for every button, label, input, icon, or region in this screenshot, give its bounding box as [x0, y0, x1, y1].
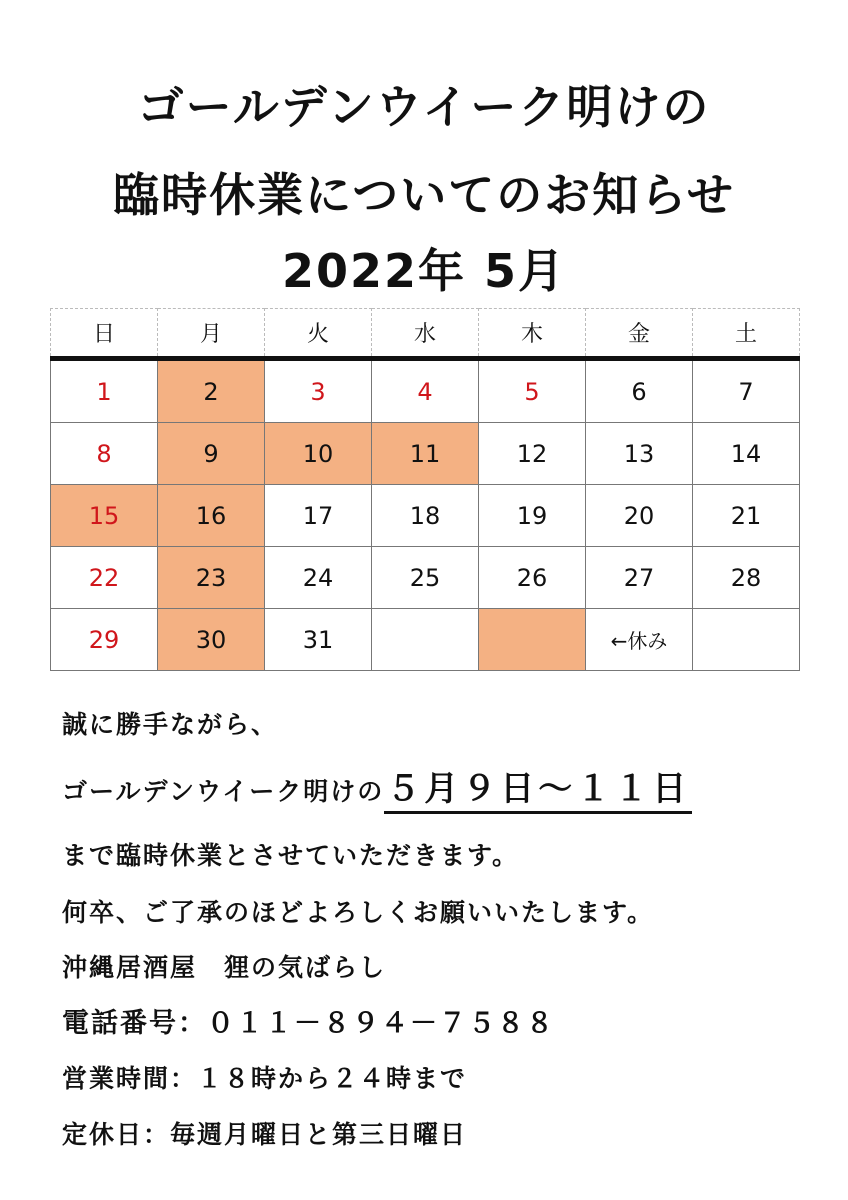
calendar-day-cell: 22	[51, 547, 158, 609]
calendar-day-cell: 17	[265, 485, 372, 547]
calendar-day-cell: 16	[158, 485, 265, 547]
shop-name: 沖縄居酒屋 狸の気ばらし	[62, 953, 387, 982]
calendar-day-cell: 27	[586, 547, 693, 609]
calendar-day-cell: 14	[693, 423, 800, 485]
calendar-day-cell: 31	[265, 609, 372, 671]
message-line3: まで臨時休業とさせていただきます。	[62, 841, 520, 870]
calendar-day-cell: 21	[693, 485, 800, 547]
calendar-day-cell: 28	[693, 547, 800, 609]
calendar-day-cell: 25	[372, 547, 479, 609]
shop-hours: 営業時間：１８時から２４時まで	[62, 1064, 468, 1093]
calendar-day-cell: 6	[586, 359, 693, 423]
calendar-day-cell: 24	[265, 547, 372, 609]
weekday-thu: 木	[479, 309, 586, 359]
calendar-day-cell: 1	[51, 359, 158, 423]
shop-regular-holiday: 定休日：毎週月曜日と第三日曜日	[62, 1120, 468, 1149]
calendar-day-cell	[372, 609, 479, 671]
calendar-day-cell: 23	[158, 547, 265, 609]
calendar-week-row	[51, 609, 800, 671]
calendar-day-cell: 3	[265, 359, 372, 423]
weekday-wed: 水	[372, 309, 479, 359]
calendar-week-row	[51, 359, 800, 423]
calendar-day-cell: 4	[372, 359, 479, 423]
calendar-day-cell: 9	[158, 423, 265, 485]
calendar-day-cell: 10	[265, 423, 372, 485]
calendar-day-cell	[693, 609, 800, 671]
calendar-day-cell: 15	[51, 485, 158, 547]
weekday-fri: 金	[586, 309, 693, 359]
notice-title-line1: ゴールデンウイーク明けの	[137, 80, 711, 134]
calendar-day-cell: 5	[479, 359, 586, 423]
closed-legend-note: ←休み	[586, 609, 693, 671]
message-line4: 何卒、ご了承のほどよろしくお願いいたします。	[62, 898, 655, 927]
calendar-day-cell: 20	[586, 485, 693, 547]
weekday-mon: 月	[158, 309, 265, 359]
message-line2-prefix: ゴールデンウイーク明けの	[62, 777, 385, 806]
calendar-day-cell: 19	[479, 485, 586, 547]
calendar-week-row	[51, 485, 800, 547]
weekday-sun: 日	[51, 309, 158, 359]
calendar-day-cell: 7	[693, 359, 800, 423]
message-line2	[62, 769, 692, 809]
calendar-day-cell	[479, 609, 586, 671]
calendar-body	[51, 359, 800, 671]
message-line1: 誠に勝手ながら、	[62, 710, 279, 739]
weekday-tue: 火	[265, 309, 372, 359]
closure-dates-highlight: ５月９日～１１日	[384, 769, 692, 814]
calendar-week-row	[51, 423, 800, 485]
shop-phone: 電話番号：０１１－８９４－７５８８	[62, 1008, 555, 1039]
calendar-day-cell: 2	[158, 359, 265, 423]
weekday-sat: 土	[693, 309, 800, 359]
calendar-day-cell: 8	[51, 423, 158, 485]
calendar-day-cell: 11	[372, 423, 479, 485]
calendar-day-cell: 13	[586, 423, 693, 485]
notice-title-line2: 臨時休業についてのお知らせ	[113, 168, 735, 222]
calendar-day-cell: 30	[158, 609, 265, 671]
calendar-day-cell: 18	[372, 485, 479, 547]
calendar-day-cell: 29	[51, 609, 158, 671]
calendar-week-row	[51, 547, 800, 609]
calendar-month-title: 2022年 5月	[281, 244, 567, 298]
weekday-header-row	[51, 309, 800, 359]
calendar-table	[50, 308, 800, 671]
calendar-day-cell: 12	[479, 423, 586, 485]
calendar-day-cell: 26	[479, 547, 586, 609]
